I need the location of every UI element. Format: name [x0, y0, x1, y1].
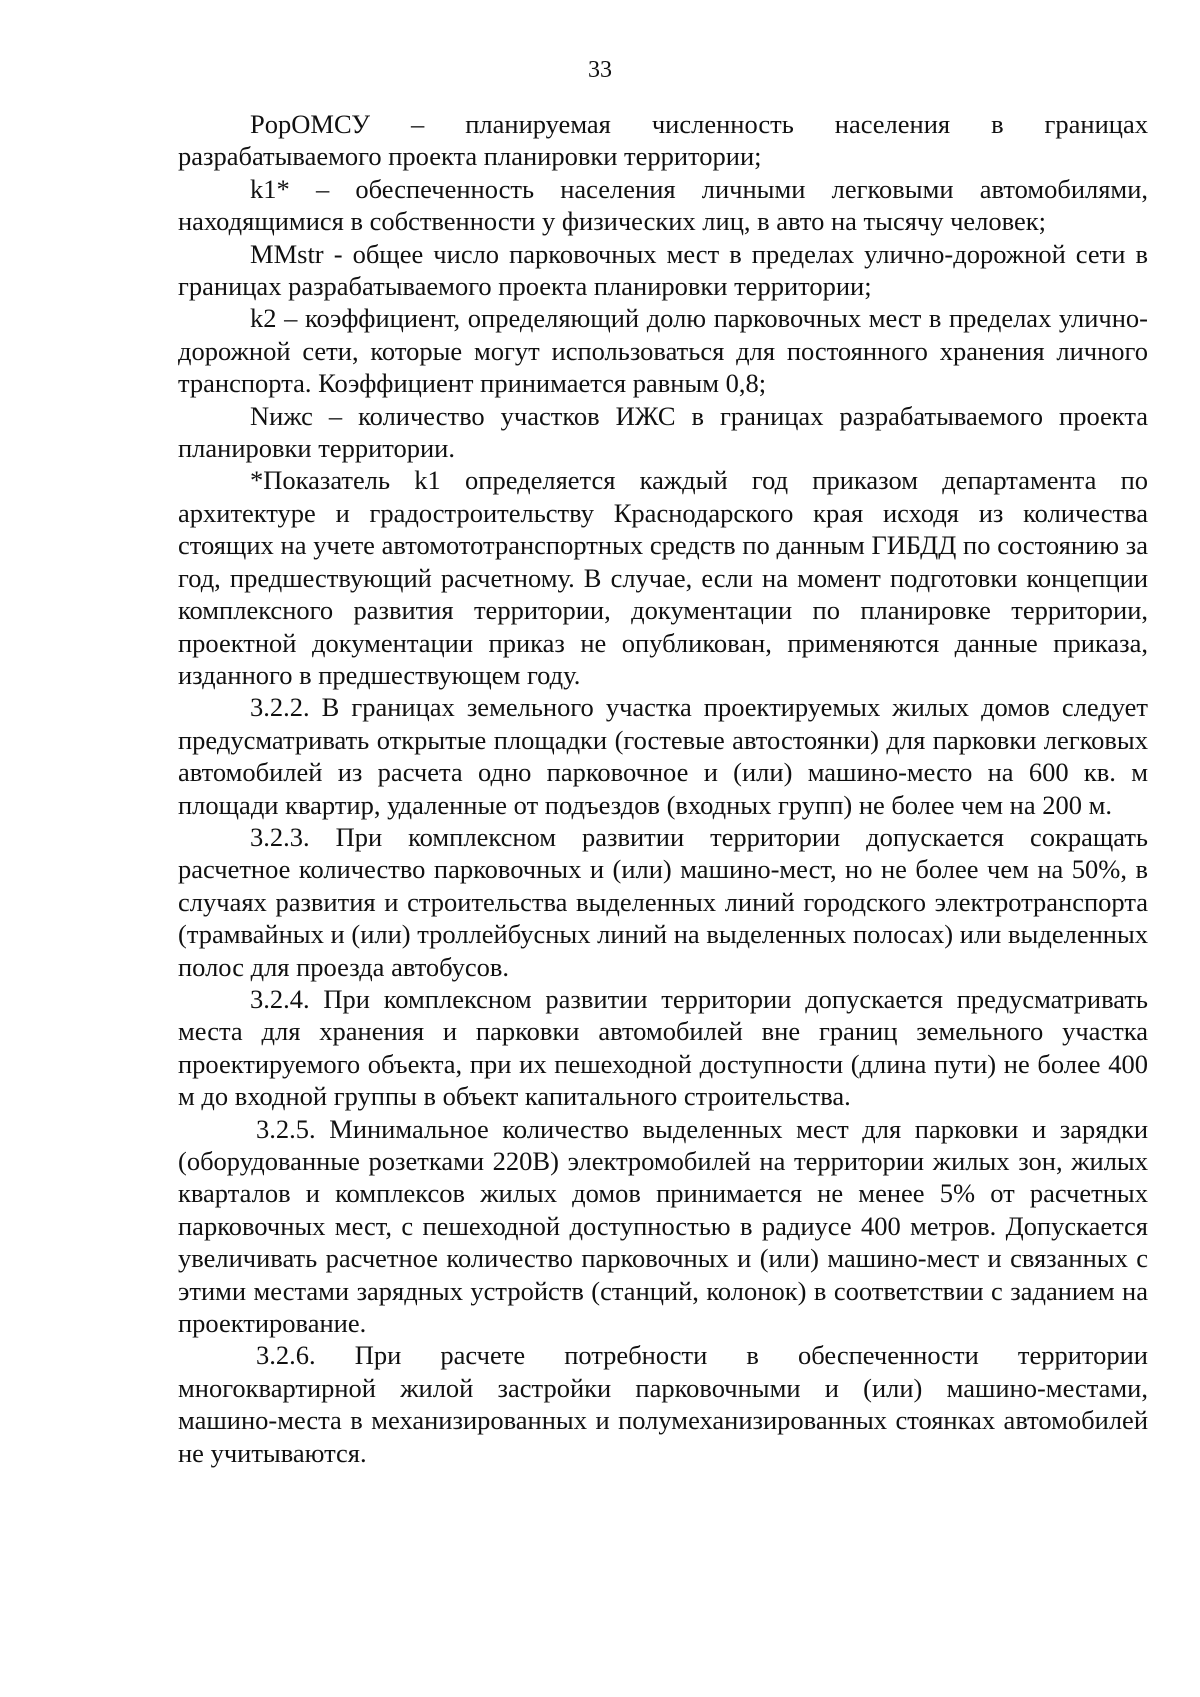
document-body	[178, 108, 1148, 1469]
page-number: 33	[588, 57, 612, 83]
paragraph-mmstr: MMstr - общее число парковочных мест в пределах улично-дорожной сети в границах разрабатываемого проекта планировки территории;	[178, 238, 1148, 302]
paragraph-3-2-4: 3.2.4. При комплексном развитии территории допускается предусматривать места для хранения и парковки автомобилей вне границ земельного участка проектируемого объекта, при их пешеходной доступности (длина пути) не более 400 м до входной группы в объект капитального строительства.	[178, 983, 1148, 1112]
paragraph-3-2-3: 3.2.3. При комплексном развитии территории допускается сокращать расчетное количество парковочных и (или) машино-мест, но не более чем на 50%, в случаях развития и строительства выделенных линий городского электротранспорта (трамвайных и (или) троллейбусных линий на выделенных полосах) или выделенных полос для проезда автобусов.	[178, 821, 1148, 982]
paragraph-nizhs: Nижс – количество участков ИЖС в границах разрабатываемого проекта планировки территории.	[178, 400, 1148, 464]
paragraph-k1-note: *Показатель k1 определяется каждый год приказом департамента по архитектуре и градостроительству Краснодарского края исходя из количества стоящих на учете автомототранспортных средств по данным ГИБДД по состоянию за год, предшествующий расчетному. В случае, если на момент подготовки концепции комплексного развития территории, документации по планировке территории, проектной документации приказ не опубликован, применяются данные приказа, изданного в предшествующем году.	[178, 465, 1148, 690]
paragraph-3-2-6: 3.2.6. При расчете потребности в обеспеченности территории многоквартирной жилой застройки парковочными и (или) машино-местами, машино-места в механизированных и полумеханизированных стоянках автомобилей не учитываются.	[178, 1340, 1148, 1468]
paragraph-k1: k1* – обеспеченность населения личными легковыми автомобилями, находящимися в собственности у физических лиц, в авто на тысячу человек;	[178, 173, 1148, 237]
paragraph-3-2-5: 3.2.5. Минимальное количество выделенных мест для парковки и зарядки (оборудованные розетками 220В) электромобилей на территории жилых зон, жилых кварталов и комплексов жилых домов принимается не менее 5% от расчетных парковочных мест, с пешеходной доступностью в радиусе 400 метров. Допускается увеличивать расчетное количество парковочных и (или) машино-мест и связанных с этими местами зарядных устройств (станций, колонок) в соответствии с заданием на проектирование.	[178, 1113, 1148, 1339]
paragraph-k2: k2 – коэффициент, определяющий долю парковочных мест в пределах улично-дорожной сети, которые могут использоваться для постоянного хранения личного транспорта. Коэффициент принимается равным 0,8;	[178, 303, 1148, 399]
paragraph-3-2-2: 3.2.2. В границах земельного участка проектируемых жилых домов следует предусматривать открытые площадки (гостевые автостоянки) для парковки легковых автомобилей из расчета одно парковочное и (или) машино-место на 600 кв. м площади квартир, удаленные от подъездов (входных групп) не более чем на 200 м.	[178, 692, 1148, 820]
paragraph-pop-omsu: PopОМСУ – планируемая численность населения в границах разрабатываемого проекта планировки территории;	[178, 109, 1148, 172]
